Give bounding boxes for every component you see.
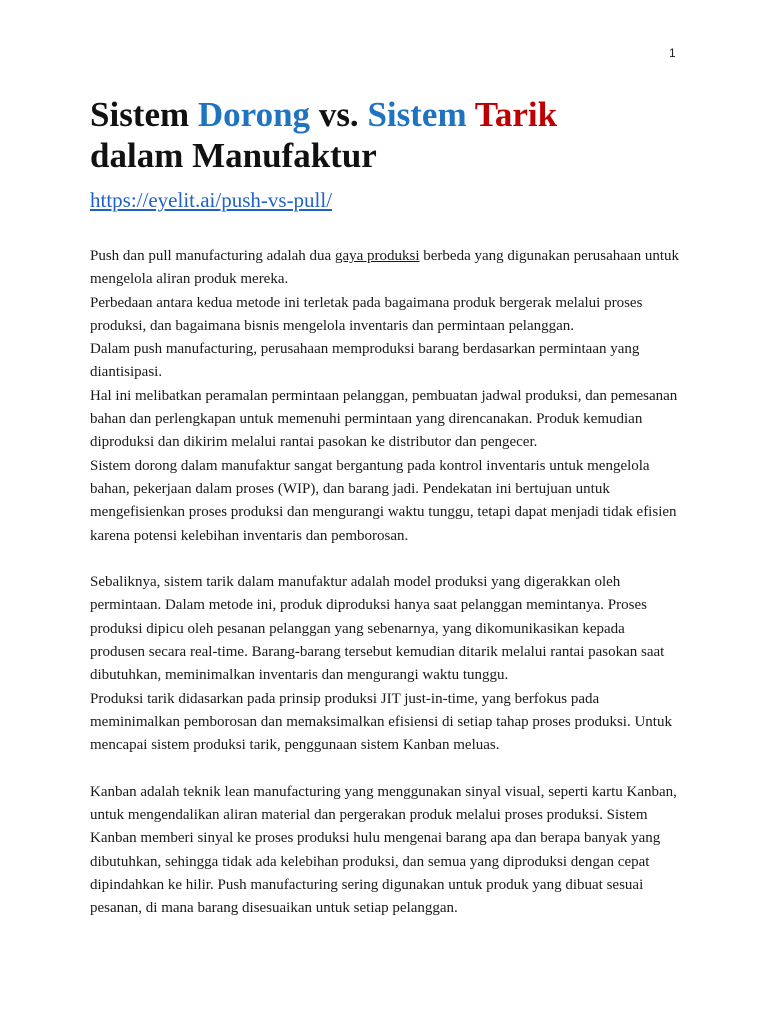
title-line-2: dalam Manufaktur: [90, 136, 377, 175]
paragraph-4: Hal ini melibatkan peramalan permintaan pelanggan, pembuatan jadwal produksi, dan pemesanan bahan dan perlengkapan untuk memenuhi permintaan yang direncanakan. Produk kemudian diproduksi dan dikirim melalui rantai pasokan ke distributor dan pengecer.: [90, 387, 678, 451]
paragraph-5: Sistem dorong dalam manufaktur sangat bergantung pada kontrol inventaris untuk mengelola bahan, pekerjaan dalam proses (WIP), dan barang jadi. Pendekatan ini bertujuan untuk mengefisienkan proses produksi dan mengurangi waktu tunggu, tetapi dapat menjadi tidak efisien karena potensi kelebihan inventaris dan pemborosan.: [90, 457, 677, 544]
source-link[interactable]: https://eyelit.ai/push-vs-pull/: [90, 188, 333, 212]
paragraph-6: Sebaliknya, sistem tarik dalam manufaktur adalah model produksi yang digerakkan oleh permintaan. Dalam metode ini, produk diproduksi hanya saat pelanggan memintanya. Proses produksi dipicu oleh pesanan pelanggan yang sebenarnya, yang dikomunikasikan kepada produsen secara real-time. Barang-barang tersebut kemudian ditarik melalui rantai pasokan saat dibutuhkan, meminimalkan inventaris dan mengurangi waktu tunggu.: [90, 574, 665, 684]
paragraph-2: Perbedaan antara kedua metode ini terletak pada bagaimana produk bergerak melalui proses produksi, dan bagaimana bisnis mengelola inventaris dan permintaan pelanggan.: [90, 294, 643, 334]
body-text: [90, 245, 680, 921]
page-number: 1: [669, 46, 676, 60]
paragraph-3: Dalam push manufacturing, perusahaan memproduksi barang berdasarkan permintaan yang diantisipasi.: [90, 341, 640, 381]
title-word-sistem: Sistem: [90, 95, 198, 134]
paragraph-7: Produksi tarik didasarkan pada prinsip produksi JIT just-in-time, yang berfokus pada meminimalkan pemborosan dan memaksimalkan efisiensi di setiap tahap proses produksi. Untuk mencapai sistem produksi tarik, penggunaan sistem Kanban meluas.: [90, 690, 672, 754]
title-word-vs: vs.: [310, 95, 368, 134]
title-word-tarik: Tarik: [474, 95, 558, 134]
paragraph-gap: [90, 548, 680, 571]
paragraph-1-text-after: berbeda yang digunakan perusahaan untuk mengelola aliran produk mereka.: [90, 248, 680, 288]
title-space: [467, 95, 475, 134]
title-word-sistem-blue: Sistem: [367, 95, 467, 134]
title-word-dorong: Dorong: [197, 95, 311, 134]
paragraph-8: Kanban adalah teknik lean manufacturing yang menggunakan sinyal visual, seperti kartu Kanban, untuk mengendalikan aliran material dan pergerakan produk melalui proses produksi. Sistem Kanban memberi sinyal ke proses produksi hulu mengenai barang apa dan berapa banyak yang dibutuhkan, sehingga tidak ada kelebihan produksi, dan semua yang diproduksi dengan cepat dipindahkan ke hilir. Push manufacturing sering digunakan untuk produk yang dibuat sesuai pesanan, di mana barang disesuaikan untuk setiap pelanggan.: [90, 783, 677, 917]
document-title: [90, 94, 690, 176]
gaya-produksi-link[interactable]: gaya produksi: [334, 248, 420, 264]
paragraph-1-text-before: Push dan pull manufacturing adalah dua: [90, 248, 335, 264]
paragraph-1: [90, 245, 680, 292]
paragraph-gap: [90, 758, 680, 781]
